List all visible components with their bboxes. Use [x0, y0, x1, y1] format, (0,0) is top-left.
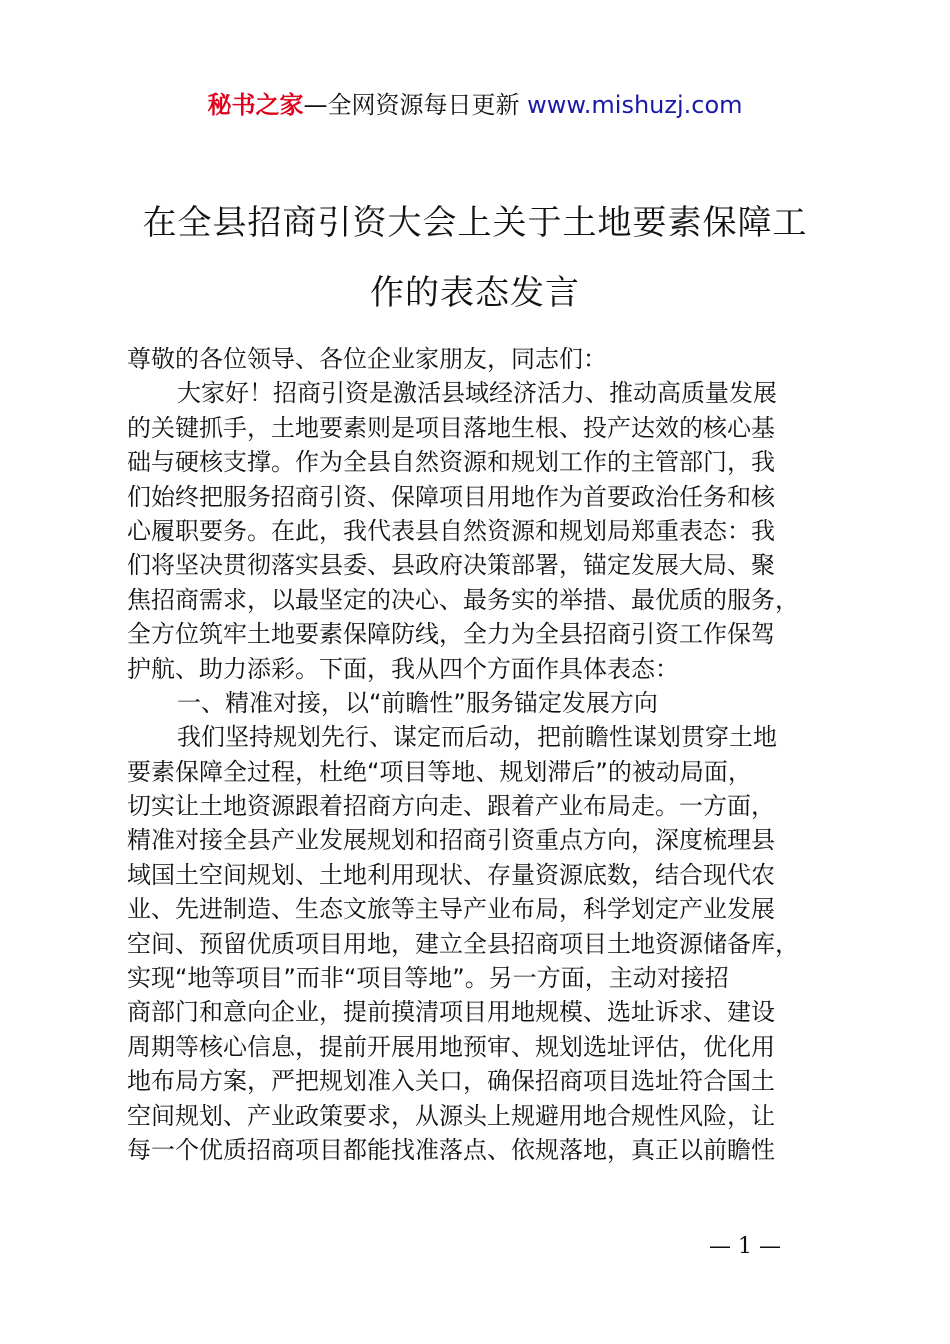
body-line: 心履职要务。在此，我代表县自然资源和规划局郑重表态：我 [127, 516, 775, 545]
body-line: 周期等核心信息，提前开展用地预审、规划选址评估，优化用 [127, 1032, 775, 1061]
body-line: 大家好！招商引资是激活县域经济活力、推动高质量发展 [177, 379, 777, 408]
body-line: 域国土空间规划、土地利用现状、存量资源底数，结合现代农 [127, 860, 775, 889]
body-line: 空间、预留优质项目用地，建立全县招商项目土地资源储备库， [127, 929, 799, 958]
page-number: — 1 — [709, 1234, 781, 1259]
body-line: 空间规划、产业政策要求，从源头上规避用地合规性风险，让 [127, 1101, 775, 1130]
body-line: 我们坚持规划先行、谋定而后动，把前瞻性谋划贯穿土地 [177, 723, 777, 752]
site-url-link[interactable]: www.mishuzj.com [527, 91, 743, 119]
body-line: 要素保障全过程，杜绝“项目等地、规划滞后”的被动局面， [127, 757, 752, 786]
document-title [60, 188, 890, 328]
body-line: 础与硬核支撑。作为全县自然资源和规划工作的主管部门，我 [127, 448, 775, 477]
body-line: 地布局方案，严把规划准入关口，确保招商项目选址符合国土 [127, 1067, 775, 1096]
brand-name: 秘书之家 [207, 91, 304, 119]
body-line: 商部门和意向企业，提前摸清项目用地规模、选址诉求、建设 [127, 998, 775, 1027]
section-heading: 一、精准对接，以“前瞻性”服务锚定发展方向 [177, 688, 658, 717]
body-line: 的关键抓手，土地要素则是项目落地生根、投产达效的核心基 [127, 413, 775, 442]
body-line: 业、先进制造、生态文旅等主导产业布局，科学划定产业发展 [127, 895, 775, 924]
body-line: 切实让土地资源跟着招商方向走、跟着产业布局走。一方面， [127, 792, 775, 821]
salutation: 尊敬的各位领导、各位企业家朋友，同志们： [127, 345, 607, 373]
document-body [127, 342, 827, 1167]
body-line: 们将坚决贯彻落实县委、县政府决策部署，锚定发展大局、聚 [127, 551, 775, 580]
body-line: 焦招商需求，以最坚定的决心、最务实的举措、最优质的服务， [127, 585, 799, 614]
body-line: 每一个优质招商项目都能找准落点、依规落地，真正以前瞻性 [127, 1135, 775, 1164]
body-line: 实现“地等项目”而非“项目等地”。另一方面，主动对接招 [127, 964, 729, 993]
header-slogan: —全网资源每日更新 [303, 91, 528, 119]
body-line: 护航、助力添彩。下面，我从四个方面作具体表态： [127, 654, 679, 683]
title-line-2: 作的表态发言 [370, 273, 580, 313]
title-line-1: 在全县招商引资大会上关于土地要素保障工 [142, 203, 808, 243]
body-line: 精准对接全县产业发展规划和招商引资重点方向，深度梳理县 [127, 826, 775, 855]
body-line: 全方位筑牢土地要素保障防线，全力为全县招商引资工作保驾 [127, 620, 775, 649]
body-line: 们始终把服务招商引资、保障项目用地作为首要政治任务和核 [127, 482, 775, 511]
site-header [0, 88, 950, 122]
